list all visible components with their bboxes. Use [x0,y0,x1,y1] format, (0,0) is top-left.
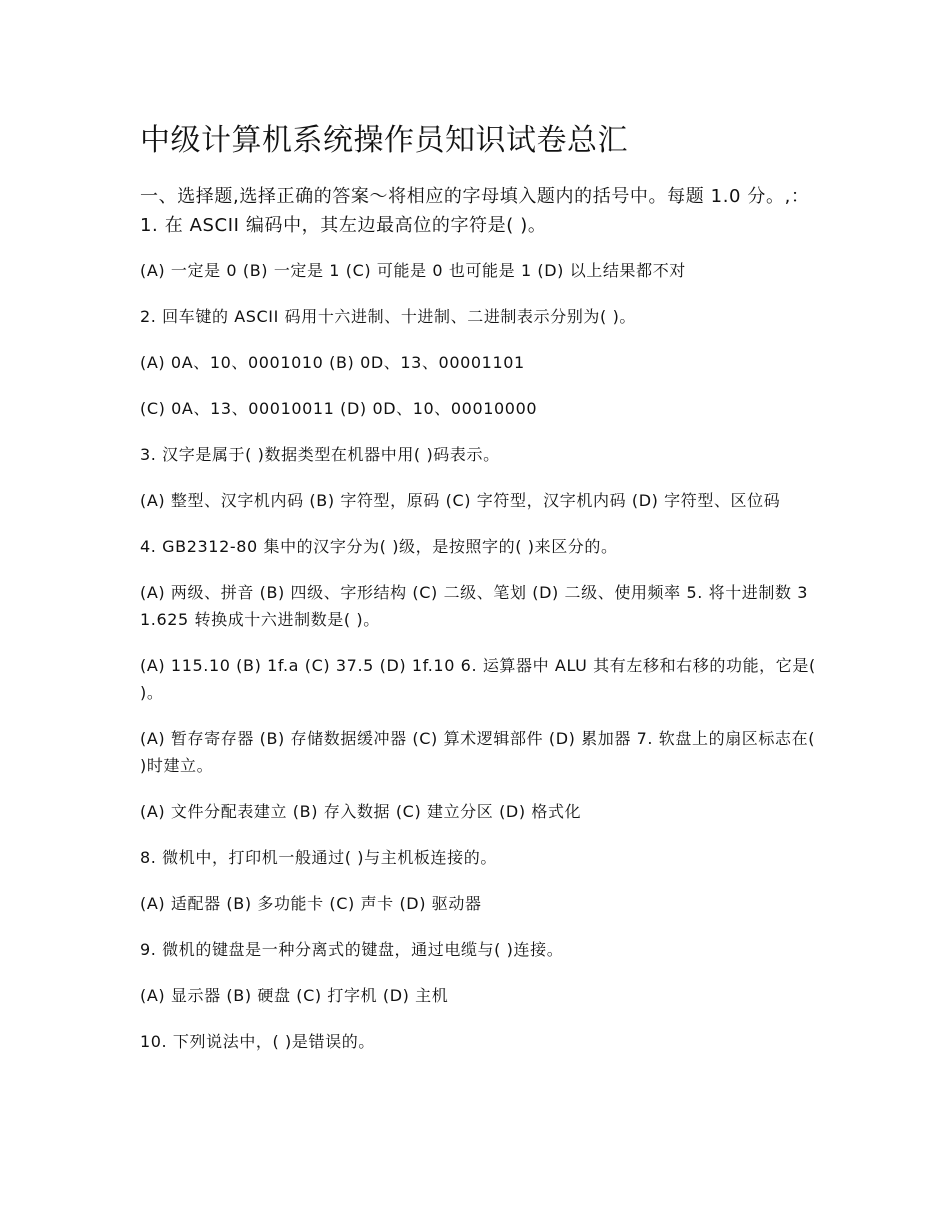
document-body [140,182,820,1055]
question-5-options-question-6: (A) 115.10 (B) 1f.a (C) 37.5 (D) 1f.10 6. 运算器中 ALU 其有左移和右移的功能，它是( )。 [140,656,816,702]
document-title: 中级计算机系统操作员知识试卷总汇 [140,123,628,158]
question-7-options: (A) 文件分配表建立 (B) 存入数据 (C) 建立分区 (D) 格式化 [140,802,582,821]
question-8: 8. 微机中，打印机一般通过( )与主机板连接的。 [140,848,497,867]
question-10: 10. 下列说法中，( )是错误的。 [140,1032,375,1051]
document-page [140,118,820,1074]
question-1-options: (A) 一定是 0 (B) 一定是 1 (C) 可能是 0 也可能是 1 (D) 以上结果都不对 [140,261,686,280]
question-8-options: (A) 适配器 (B) 多功能卡 (C) 声卡 (D) 驱动器 [140,894,482,913]
question-3-options: (A) 整型、汉字机内码 (B) 字符型，原码 (C) 字符型，汉字机内码 (D) 字符型、区位码 [140,491,781,510]
question-4: 4. GB2312-80 集中的汉字分为( )级，是按照字的( )来区分的。 [140,537,618,556]
question-2-options-cd: (C) 0A、13、00010011 (D) 0D、10、00010000 [140,399,538,418]
question-6-options-question-7: (A) 暂存寄存器 (B) 存储数据缓冲器 (C) 算术逻辑部件 (D) 累加器 7. 软盘上的扇区标志在( )时建立。 [140,729,816,775]
question-4-options-question-5: (A) 两级、拼音 (B) 四级、字形结构 (C) 二级、笔划 (D) 二级、使用频率 5. 将十进制数 31.625 转换成十六进制数是( )。 [140,583,809,629]
section-intro-question-1: 一、选择题,选择正确的答案～将相应的字母填入题内的括号中。每题 1.0 分。,：1. 在 ASCII 编码中，其左边最高位的字符是( )。 [140,186,810,236]
question-3: 3. 汉字是属于( )数据类型在机器中用( )码表示。 [140,445,500,464]
question-9: 9. 微机的键盘是一种分离式的键盘，通过电缆与( )连接。 [140,940,564,959]
question-2-options-ab: (A) 0A、10、0001010 (B) 0D、13、00001101 [140,353,525,372]
question-9-options: (A) 显示器 (B) 硬盘 (C) 打字机 (D) 主机 [140,986,449,1005]
question-2: 2. 回车键的 ASCII 码用十六进制、十进制、二进制表示分别为( )。 [140,307,637,326]
